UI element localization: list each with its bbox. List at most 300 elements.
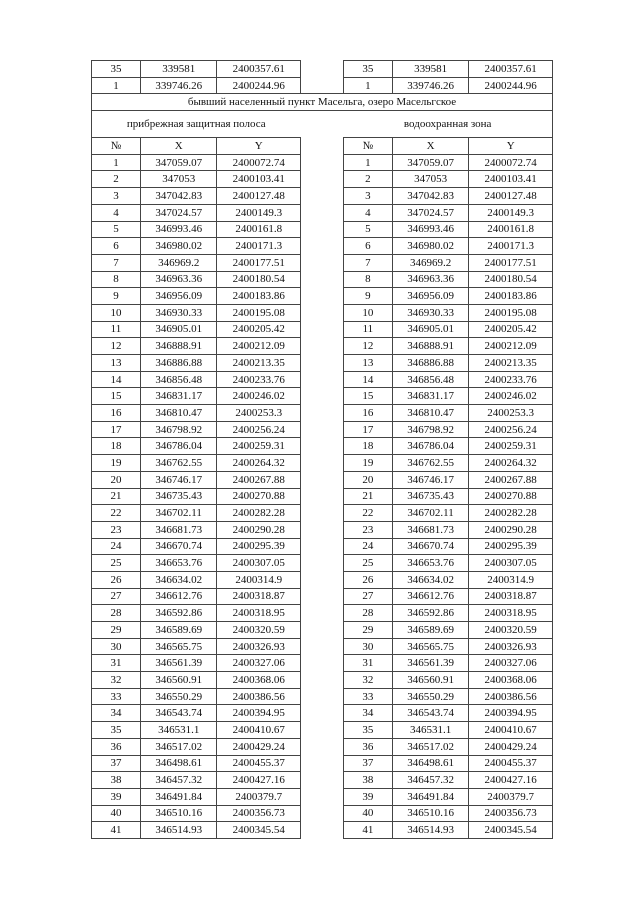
right-y-value: 2400356.73 [469, 805, 553, 822]
left-point-number: 39 [92, 788, 141, 805]
right-x-value: 346565.75 [392, 638, 468, 655]
right-point-number: 22 [343, 505, 392, 522]
right-x-value: 346702.11 [392, 505, 468, 522]
left-point-number: 32 [92, 672, 141, 689]
table-row [92, 271, 553, 288]
left-point-number: 18 [92, 438, 141, 455]
right-point-number: 37 [343, 755, 392, 772]
right-x-value: 346670.74 [392, 538, 468, 555]
left-y-value: 2400327.06 [217, 655, 301, 672]
left-point-number: 34 [92, 705, 141, 722]
left-x-value: 346886.88 [140, 355, 216, 372]
top-rows [92, 61, 553, 94]
left-x-value: 346810.47 [140, 405, 216, 422]
right-x-value: 346786.04 [392, 438, 468, 455]
right-point-number: 10 [343, 304, 392, 321]
table-row [92, 788, 553, 805]
right-y-value: 2400103.41 [469, 171, 553, 188]
table-row [92, 77, 553, 94]
left-x-value: 346612.76 [140, 588, 216, 605]
right-point-number: 19 [343, 455, 392, 472]
left-x-value: 346762.55 [140, 455, 216, 472]
column-gap [301, 588, 344, 605]
left-x-value: 346517.02 [140, 738, 216, 755]
table-row [92, 488, 553, 505]
table-row [92, 521, 553, 538]
right-y-value: 2400246.02 [469, 388, 553, 405]
right-y-value: 2400307.05 [469, 555, 553, 572]
right-point-number: 40 [343, 805, 392, 822]
left-y-value: 2400394.95 [217, 705, 301, 722]
right-y-value: 2400326.93 [469, 638, 553, 655]
column-gap [301, 321, 344, 338]
right-x-value: 346735.43 [392, 488, 468, 505]
column-gap [301, 505, 344, 522]
table-row [92, 471, 553, 488]
right-y-value: 2400345.54 [469, 822, 553, 839]
table-row [92, 555, 553, 572]
column-gap [301, 521, 344, 538]
right-col-x-header: X [392, 138, 468, 155]
left-y-value: 2400410.67 [217, 722, 301, 739]
right-point-number: 11 [343, 321, 392, 338]
left-y-value: 2400072.74 [217, 154, 301, 171]
right-x-value: 339746.26 [392, 77, 468, 94]
right-zone-title: водоохранная зона [343, 111, 552, 138]
right-x-value: 346612.76 [392, 588, 468, 605]
table-row [92, 338, 553, 355]
table-row [92, 588, 553, 605]
left-x-value: 346980.02 [140, 238, 216, 255]
table-row [92, 321, 553, 338]
right-y-value: 2400244.96 [469, 77, 553, 94]
left-x-value: 346670.74 [140, 538, 216, 555]
left-point-number: 33 [92, 688, 141, 705]
table-row [92, 254, 553, 271]
left-point-number: 3 [92, 188, 141, 205]
right-point-number: 8 [343, 271, 392, 288]
left-y-value: 2400282.28 [217, 505, 301, 522]
left-x-value: 346681.73 [140, 521, 216, 538]
right-x-value: 346930.33 [392, 304, 468, 321]
left-y-value: 2400171.3 [217, 238, 301, 255]
right-y-value: 2400264.32 [469, 455, 553, 472]
right-point-number: 28 [343, 605, 392, 622]
right-point-number: 27 [343, 588, 392, 605]
column-gap [301, 722, 344, 739]
left-point-number: 40 [92, 805, 141, 822]
column-gap [301, 755, 344, 772]
left-point-number: 1 [92, 77, 141, 94]
left-x-value: 346969.2 [140, 254, 216, 271]
left-y-value: 2400429.24 [217, 738, 301, 755]
right-y-value: 2400233.76 [469, 371, 553, 388]
right-point-number: 5 [343, 221, 392, 238]
left-x-value: 346491.84 [140, 788, 216, 805]
left-point-number: 14 [92, 371, 141, 388]
column-gap [301, 688, 344, 705]
left-point-number: 29 [92, 622, 141, 639]
right-point-number: 20 [343, 471, 392, 488]
left-col-x-header: X [140, 138, 216, 155]
right-x-value: 346514.93 [392, 822, 468, 839]
right-y-value: 2400149.3 [469, 204, 553, 221]
table-row [92, 355, 553, 372]
right-y-value: 2400318.95 [469, 605, 553, 622]
right-x-value: 346798.92 [392, 421, 468, 438]
right-point-number: 12 [343, 338, 392, 355]
right-x-value: 346993.46 [392, 221, 468, 238]
left-x-value: 346993.46 [140, 221, 216, 238]
column-gap [301, 171, 344, 188]
left-x-value: 339746.26 [140, 77, 216, 94]
table-row [92, 755, 553, 772]
right-x-value: 346457.32 [392, 772, 468, 789]
left-point-number: 36 [92, 738, 141, 755]
right-y-value: 2400320.59 [469, 622, 553, 639]
right-point-number: 15 [343, 388, 392, 405]
right-point-number: 24 [343, 538, 392, 555]
right-y-value: 2400253.3 [469, 405, 553, 422]
left-x-value: 346888.91 [140, 338, 216, 355]
left-x-value: 346856.48 [140, 371, 216, 388]
left-x-value: 347042.83 [140, 188, 216, 205]
column-gap [301, 571, 344, 588]
right-x-value: 346963.36 [392, 271, 468, 288]
left-x-value: 346498.61 [140, 755, 216, 772]
table-row [92, 438, 553, 455]
left-x-value: 346550.29 [140, 688, 216, 705]
left-y-value: 2400205.42 [217, 321, 301, 338]
column-gap [301, 371, 344, 388]
column-gap [301, 788, 344, 805]
right-x-value: 347042.83 [392, 188, 468, 205]
left-x-value: 346956.09 [140, 288, 216, 305]
left-y-value: 2400326.93 [217, 638, 301, 655]
left-x-value: 347059.07 [140, 154, 216, 171]
column-gap [301, 605, 344, 622]
column-gap [301, 672, 344, 689]
column-gap [301, 61, 344, 78]
right-y-value: 2400127.48 [469, 188, 553, 205]
table-row [92, 772, 553, 789]
left-point-number: 30 [92, 638, 141, 655]
table-row [92, 805, 553, 822]
left-point-number: 28 [92, 605, 141, 622]
left-x-value: 346531.1 [140, 722, 216, 739]
table-row [92, 738, 553, 755]
left-x-value: 346905.01 [140, 321, 216, 338]
right-point-number: 13 [343, 355, 392, 372]
left-point-number: 2 [92, 171, 141, 188]
right-x-value: 346589.69 [392, 622, 468, 639]
left-x-value: 346653.76 [140, 555, 216, 572]
right-y-value: 2400386.56 [469, 688, 553, 705]
right-point-number: 30 [343, 638, 392, 655]
right-point-number: 33 [343, 688, 392, 705]
left-point-number: 4 [92, 204, 141, 221]
right-x-value: 347059.07 [392, 154, 468, 171]
table-row [92, 238, 553, 255]
left-x-value: 346786.04 [140, 438, 216, 455]
right-x-value: 346746.17 [392, 471, 468, 488]
right-y-value: 2400282.28 [469, 505, 553, 522]
left-point-number: 20 [92, 471, 141, 488]
coordinates-document [91, 60, 553, 839]
table-row [92, 688, 553, 705]
column-gap [301, 288, 344, 305]
table-row [92, 371, 553, 388]
right-y-value: 2400314.9 [469, 571, 553, 588]
right-y-value: 2400177.51 [469, 254, 553, 271]
left-point-number: 24 [92, 538, 141, 555]
left-x-value: 346798.92 [140, 421, 216, 438]
left-point-number: 16 [92, 405, 141, 422]
table-row [92, 622, 553, 639]
left-point-number: 25 [92, 555, 141, 572]
column-gap [301, 388, 344, 405]
table-row [92, 655, 553, 672]
right-x-value: 346560.91 [392, 672, 468, 689]
table-row [92, 204, 553, 221]
column-gap [301, 438, 344, 455]
right-point-number: 1 [343, 154, 392, 171]
table-row [92, 822, 553, 839]
right-y-value: 2400180.54 [469, 271, 553, 288]
left-point-number: 8 [92, 271, 141, 288]
left-x-value: 346831.17 [140, 388, 216, 405]
left-point-number: 11 [92, 321, 141, 338]
left-y-value: 2400318.95 [217, 605, 301, 622]
right-y-value: 2400427.16 [469, 772, 553, 789]
right-y-value: 2400327.06 [469, 655, 553, 672]
right-point-number: 4 [343, 204, 392, 221]
left-x-value: 346592.86 [140, 605, 216, 622]
right-y-value: 2400379.7 [469, 788, 553, 805]
right-point-number: 32 [343, 672, 392, 689]
right-y-value: 2400357.61 [469, 61, 553, 78]
column-gap [301, 805, 344, 822]
table-row [92, 722, 553, 739]
column-gap [301, 538, 344, 555]
right-x-value: 346543.74 [392, 705, 468, 722]
column-header-row [92, 138, 553, 155]
right-y-value: 2400072.74 [469, 154, 553, 171]
left-point-number: 38 [92, 772, 141, 789]
left-col-y-header: Y [217, 138, 301, 155]
left-y-value: 2400386.56 [217, 688, 301, 705]
table-row [92, 455, 553, 472]
column-gap [301, 638, 344, 655]
left-x-value: 346510.16 [140, 805, 216, 822]
left-x-value: 346543.74 [140, 705, 216, 722]
section-header [92, 94, 553, 154]
left-y-value: 2400345.54 [217, 822, 301, 839]
left-x-value: 346735.43 [140, 488, 216, 505]
left-x-value: 347024.57 [140, 204, 216, 221]
right-x-value: 346550.29 [392, 688, 468, 705]
right-x-value: 347053 [392, 171, 468, 188]
left-y-value: 2400356.73 [217, 805, 301, 822]
left-y-value: 2400253.3 [217, 405, 301, 422]
right-point-number: 29 [343, 622, 392, 639]
right-x-value: 346905.01 [392, 321, 468, 338]
right-point-number: 3 [343, 188, 392, 205]
left-x-value: 346457.32 [140, 772, 216, 789]
table-row [92, 288, 553, 305]
right-y-value: 2400295.39 [469, 538, 553, 555]
left-y-value: 2400290.28 [217, 521, 301, 538]
right-y-value: 2400213.35 [469, 355, 553, 372]
left-point-number: 5 [92, 221, 141, 238]
left-y-value: 2400307.05 [217, 555, 301, 572]
left-y-value: 2400264.32 [217, 455, 301, 472]
column-gap [301, 188, 344, 205]
left-x-value: 346930.33 [140, 304, 216, 321]
left-point-number: 19 [92, 455, 141, 472]
column-gap [301, 338, 344, 355]
right-x-value: 346517.02 [392, 738, 468, 755]
right-x-value: 346810.47 [392, 405, 468, 422]
right-point-number: 36 [343, 738, 392, 755]
column-gap [301, 304, 344, 321]
right-point-number: 9 [343, 288, 392, 305]
column-gap [301, 772, 344, 789]
right-x-value: 346831.17 [392, 388, 468, 405]
right-point-number: 31 [343, 655, 392, 672]
left-x-value: 346560.91 [140, 672, 216, 689]
left-y-value: 2400183.86 [217, 288, 301, 305]
right-x-value: 346980.02 [392, 238, 468, 255]
right-point-number: 35 [343, 61, 392, 78]
right-point-number: 23 [343, 521, 392, 538]
right-x-value: 346592.86 [392, 605, 468, 622]
table-row [92, 672, 553, 689]
left-y-value: 2400314.9 [217, 571, 301, 588]
left-y-value: 2400318.87 [217, 588, 301, 605]
left-y-value: 2400149.3 [217, 204, 301, 221]
right-point-number: 25 [343, 555, 392, 572]
left-y-value: 2400455.37 [217, 755, 301, 772]
right-point-number: 39 [343, 788, 392, 805]
left-y-value: 2400368.06 [217, 672, 301, 689]
right-y-value: 2400270.88 [469, 488, 553, 505]
left-point-number: 21 [92, 488, 141, 505]
column-gap [301, 622, 344, 639]
right-point-number: 7 [343, 254, 392, 271]
left-x-value: 347053 [140, 171, 216, 188]
left-x-value: 346746.17 [140, 471, 216, 488]
right-point-number: 21 [343, 488, 392, 505]
left-point-number: 17 [92, 421, 141, 438]
right-x-value: 346956.09 [392, 288, 468, 305]
right-x-value: 347024.57 [392, 204, 468, 221]
left-y-value: 2400267.88 [217, 471, 301, 488]
right-point-number: 1 [343, 77, 392, 94]
right-y-value: 2400318.87 [469, 588, 553, 605]
left-y-value: 2400213.35 [217, 355, 301, 372]
right-point-number: 14 [343, 371, 392, 388]
left-point-number: 41 [92, 822, 141, 839]
right-point-number: 6 [343, 238, 392, 255]
right-x-value: 346681.73 [392, 521, 468, 538]
left-x-value: 346589.69 [140, 622, 216, 639]
column-gap [301, 555, 344, 572]
right-x-value: 346498.61 [392, 755, 468, 772]
right-point-number: 2 [343, 171, 392, 188]
table-row [92, 638, 553, 655]
left-point-number: 9 [92, 288, 141, 305]
right-x-value: 346531.1 [392, 722, 468, 739]
left-y-value: 2400180.54 [217, 271, 301, 288]
right-x-value: 346634.02 [392, 571, 468, 588]
left-point-number: 13 [92, 355, 141, 372]
right-point-number: 35 [343, 722, 392, 739]
column-gap [301, 421, 344, 438]
right-x-value: 346886.88 [392, 355, 468, 372]
column-gap [301, 405, 344, 422]
table-row [92, 705, 553, 722]
column-gap [301, 138, 344, 155]
right-x-value: 346888.91 [392, 338, 468, 355]
left-point-number: 10 [92, 304, 141, 321]
left-x-value: 346634.02 [140, 571, 216, 588]
left-point-number: 7 [92, 254, 141, 271]
table-row [92, 304, 553, 321]
table-row [92, 538, 553, 555]
left-col-n-header: № [92, 138, 141, 155]
right-x-value: 346561.39 [392, 655, 468, 672]
right-y-value: 2400183.86 [469, 288, 553, 305]
table-row [92, 388, 553, 405]
coordinate-rows [92, 154, 553, 838]
left-point-number: 23 [92, 521, 141, 538]
left-point-number: 12 [92, 338, 141, 355]
left-zone-title: прибрежная защитная полоса [92, 111, 301, 138]
table-row [92, 188, 553, 205]
right-y-value: 2400267.88 [469, 471, 553, 488]
right-y-value: 2400212.09 [469, 338, 553, 355]
left-point-number: 1 [92, 154, 141, 171]
right-point-number: 41 [343, 822, 392, 839]
right-point-number: 18 [343, 438, 392, 455]
column-gap [301, 254, 344, 271]
column-gap [301, 271, 344, 288]
table-row [92, 405, 553, 422]
right-x-value: 346762.55 [392, 455, 468, 472]
left-y-value: 2400212.09 [217, 338, 301, 355]
left-point-number: 35 [92, 61, 141, 78]
right-point-number: 17 [343, 421, 392, 438]
left-x-value: 346702.11 [140, 505, 216, 522]
left-y-value: 2400295.39 [217, 538, 301, 555]
right-y-value: 2400290.28 [469, 521, 553, 538]
left-y-value: 2400357.61 [217, 61, 301, 78]
right-y-value: 2400161.8 [469, 221, 553, 238]
left-y-value: 2400379.7 [217, 788, 301, 805]
left-y-value: 2400320.59 [217, 622, 301, 639]
column-gap [301, 455, 344, 472]
table-row [92, 171, 553, 188]
table-row [92, 421, 553, 438]
left-y-value: 2400256.24 [217, 421, 301, 438]
section-title: бывший населенный пункт Масельга, озеро Масельгское [92, 94, 553, 111]
column-gap [301, 355, 344, 372]
column-gap [301, 488, 344, 505]
column-gap [301, 154, 344, 171]
right-x-value: 346653.76 [392, 555, 468, 572]
left-y-value: 2400177.51 [217, 254, 301, 271]
